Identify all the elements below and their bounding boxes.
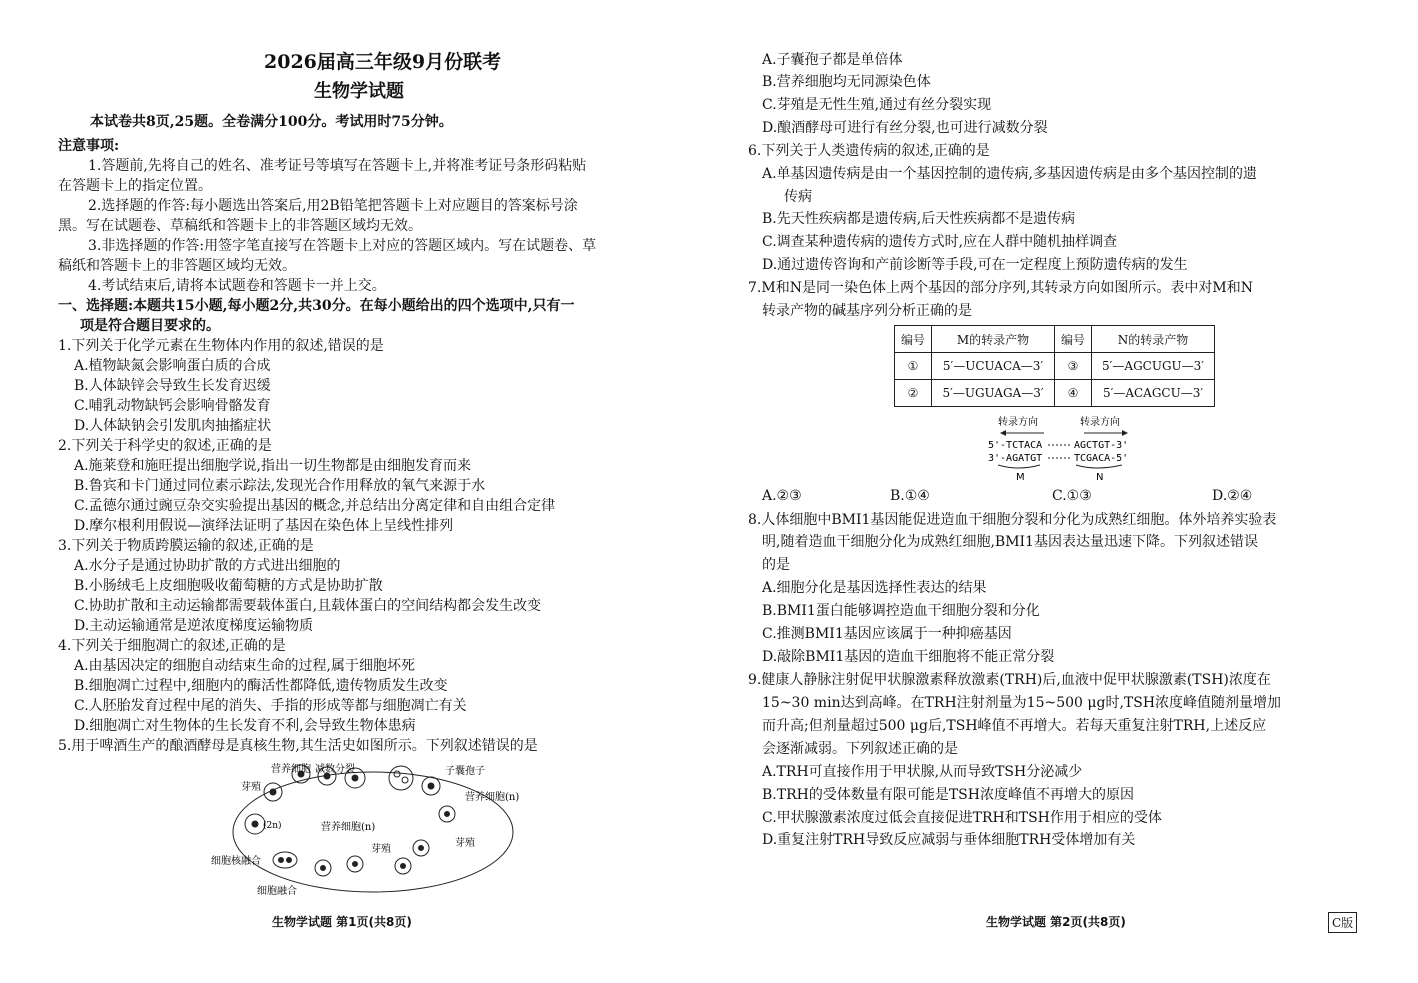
question-option: D.通过遗传咨询和产前诊断等手段,可在一定程度上预防遗传病的发生 (762, 257, 1188, 273)
question-stem-cont: 明,随着造血干细胞分化为成熟红细胞,BMI1基因表达量迅速下降。下列叙述错误 (762, 534, 1258, 550)
fig-label-vegetative-n: 营养细胞(n) (465, 792, 520, 803)
question-stem-cont: 的是 (762, 557, 790, 573)
table-header-cell: M的转录产物 (932, 326, 1055, 353)
direction-label-left: 转录方向 (998, 417, 1038, 428)
question-option: A.细胞分化是基因选择性表达的结果 (762, 580, 987, 596)
table-cell: ④ (1055, 380, 1092, 407)
seq-bottom-n: TCGACA-5' (1074, 453, 1129, 464)
table-cell: ② (895, 380, 932, 407)
question-option-cont: 传病 (784, 189, 812, 205)
table-header-row (895, 326, 1215, 353)
table-header-cell: 编号 (895, 326, 932, 353)
question-option: B.先天性疾病都是遗传病,后天性疾病都不是遗传病 (762, 211, 1076, 227)
transcript-table (894, 325, 1215, 407)
question-stem: 6.下列关于人类遗传病的叙述,正确的是 (748, 143, 990, 159)
question-stem-cont: 转录产物的碱基序列分析正确的是 (762, 303, 972, 319)
seq-top-m: 5'-TCTACA (988, 440, 1043, 451)
note-line: 4.考试结束后,请将本试题卷和答题卡一并上交。 (88, 278, 386, 294)
question-option: B.小肠绒毛上皮细胞吸收葡萄糖的方式是协助扩散 (74, 578, 383, 594)
question-option: C.芽殖是无性生殖,通过有丝分裂实现 (762, 97, 992, 113)
question-option: B.人体缺锌会导致生长发育迟缓 (74, 378, 271, 394)
section-heading: 一、选择题:本题共15小题,每小题2分,共30分。在每小题给出的四个选项中,只有一 (58, 298, 575, 314)
question-option: C.协助扩散和主动运输都需要载体蛋白,且载体蛋白的空间结构都会发生改变 (74, 598, 542, 614)
table-row (895, 380, 1215, 407)
question-option: A.②③ (762, 488, 802, 504)
question-option: A.单基因遗传病是由一个基因控制的遗传病,多基因遗传病是由多个基因控制的遗 (762, 166, 1258, 182)
table-header-cell: N的转录产物 (1092, 326, 1215, 353)
page-footer-left: 生物学试题 第1页(共8页) (272, 915, 412, 929)
question-option: C.哺乳动物缺钙会影响骨骼发育 (74, 398, 271, 414)
question-stem-cont: 而升高;但剂量超过500 μg后,TSH峰值不再增大。若每天重复注射TRH,上述反应 (762, 718, 1267, 734)
table-header-cell: 编号 (1055, 326, 1092, 353)
question-stem: 1.下列关于化学元素在生物体内作用的叙述,错误的是 (58, 338, 384, 354)
fig-label-vegetative-n-center: 营养细胞(n) (321, 822, 376, 833)
question-stem: 7.M和N是同一染色体上两个基因的部分序列,其转录方向如图所示。表中对M和N (748, 280, 1253, 296)
question-option: C.甲状腺激素浓度过低会直接促进TRH和TSH作用于相应的受体 (762, 810, 1162, 826)
question-option: D.摩尔根利用假说—演绎法证明了基因在染色体上呈线性排列 (74, 518, 454, 534)
question-stem: 9.健康人静脉注射促甲状腺激素释放激素(TRH)后,血液中促甲状腺激素(TSH)浓度在 (748, 672, 1271, 688)
seq-top-n: AGCTGT-3' (1074, 440, 1129, 451)
fig-label-vegetative: 营养细胞 (271, 764, 311, 775)
question-option: B.①④ (890, 488, 930, 504)
subject-title: 生物学试题 (314, 81, 404, 102)
fig-label-2n: (2n) (263, 821, 282, 831)
yeast-life-cycle-figure (205, 756, 535, 904)
fig-label-budding: 芽殖 (455, 838, 475, 849)
question-stem: 5.用于啤酒生产的酿酒酵母是真核生物,其生活史如图所示。下列叙述错误的是 (58, 738, 538, 754)
question-option: D.敲除BMI1基因的造血干细胞将不能正常分裂 (762, 649, 1055, 665)
label-m: M (1016, 472, 1025, 483)
question-option: C.①③ (1052, 488, 1092, 504)
table-cell: 5′—ACAGCU—3′ (1092, 380, 1215, 407)
question-stem: 3.下列关于物质跨膜运输的叙述,正确的是 (58, 538, 314, 554)
question-option: B.鲁宾和卡门通过同位素示踪法,发现光合作用释放的氧气来源于水 (74, 478, 486, 494)
transcription-direction-diagram (984, 413, 1154, 483)
question-option: D.主动运输通常是逆浓度梯度运输物质 (74, 618, 314, 634)
question-option: C.人胚胎发育过程中尾的消失、手指的形成等都与细胞凋亡有关 (74, 698, 467, 714)
fig-label-karyogamy: 细胞核融合 (211, 856, 261, 867)
note-line: 黑。写在试题卷、草稿纸和答题卡上的非答题区域均无效。 (58, 218, 422, 234)
question-option: A.水分子是通过协助扩散的方式进出细胞的 (74, 558, 341, 574)
page-footer-right: 生物学试题 第2页(共8页) (986, 915, 1126, 929)
question-stem: 8.人体细胞中BMI1基因能促进造血干细胞分裂和分化为成熟红细胞。体外培养实验表 (748, 512, 1277, 528)
note-line: 在答题卡上的指定位置。 (58, 178, 212, 194)
note-line: 1.答题前,先将自己的姓名、准考证号等填写在答题卡上,并将准考证号条形码粘贴 (88, 158, 587, 174)
note-line: 稿纸和答题卡上的非答题区域均无效。 (58, 258, 296, 274)
version-badge: C版 (1328, 912, 1357, 933)
question-option: A.TRH可直接作用于甲状腺,从而导致TSH分泌减少 (762, 764, 1083, 780)
fig-label-meiosis: 减数分裂 (315, 764, 355, 775)
question-option: C.调查某种遗传病的遗传方式时,应在人群中随机抽样调查 (762, 234, 1118, 250)
seq-bottom-m: 3'-AGATGT (988, 453, 1043, 464)
question-option: B.TRH的受体数量有限可能是TSH浓度峰值不再增大的原因 (762, 787, 1134, 803)
question-option: C.推测BMI1基因应该属于一种抑癌基因 (762, 626, 1012, 642)
question-stem: 2.下列关于科学史的叙述,正确的是 (58, 438, 272, 454)
table-row (895, 353, 1215, 380)
question-option: A.由基因决定的细胞自动结束生命的过程,属于细胞坏死 (74, 658, 416, 674)
question-option: A.植物缺氮会影响蛋白质的合成 (74, 358, 271, 374)
question-stem-cont: 会逐渐减弱。下列叙述正确的是 (762, 741, 958, 757)
table-cell: ③ (1055, 353, 1092, 380)
table-cell: 5′—AGCUGU—3′ (1092, 353, 1215, 380)
question-option: A.施莱登和施旺提出细胞学说,指出一切生物都是由细胞发育而来 (74, 458, 472, 474)
notes-heading: 注意事项: (58, 138, 120, 154)
note-line: 2.选择题的作答:每小题选出答案后,用2B铅笔把答题卡上对应题目的答案标号涂 (88, 198, 578, 214)
question-option: C.孟德尔通过豌豆杂交实验提出基因的概念,并总结出分离定律和自由组合定律 (74, 498, 556, 514)
fig-label-budding: 芽殖 (371, 844, 391, 855)
section-heading-cont: 项是符合题目要求的。 (80, 318, 220, 334)
fig-label-cell-fusion: 细胞融合 (257, 886, 297, 897)
question-option: A.子囊孢子都是单倍体 (762, 52, 903, 68)
note-line: 3.非选择题的作答:用签字笔直接写在答题卡上对应的答题区域内。写在试题卷、草 (88, 238, 597, 254)
fig-label-ascospore: 子囊孢子 (445, 766, 485, 777)
table-cell: ① (895, 353, 932, 380)
question-option: D.人体缺钠会引发肌肉抽搐症状 (74, 418, 272, 434)
question-option: D.酿酒酵母可进行有丝分裂,也可进行减数分裂 (762, 120, 1048, 136)
fig-label-budding: 芽殖 (241, 782, 261, 793)
question-stem-cont: 15~30 min达到高峰。在TRH注射剂量为15~500 μg时,TSH浓度峰值随剂量增加 (762, 695, 1282, 711)
question-option: B.BMI1蛋白能够调控造血干细胞分裂和分化 (762, 603, 1040, 619)
question-option: D.②④ (1212, 488, 1253, 504)
label-n: N (1096, 472, 1104, 483)
question-option: B.营养细胞均无同源染色体 (762, 74, 931, 90)
exam-info: 本试卷共8页,25题。全卷满分100分。考试用时75分钟。 (90, 114, 453, 130)
question-option: D.重复注射TRH导致反应减弱与垂体细胞TRH受体增加有关 (762, 832, 1136, 848)
table-cell: 5′—UGUAGA—3′ (932, 380, 1055, 407)
question-option: D.细胞凋亡对生物体的生长发育不利,会导致生物体患病 (74, 718, 416, 734)
exam-title: 2026届高三年级9月份联考 (264, 51, 502, 73)
table-cell: 5′—UCUACA—3′ (932, 353, 1055, 380)
direction-label-right: 转录方向 (1080, 417, 1120, 428)
question-option: B.细胞凋亡过程中,细胞内的酶活性都降低,遗传物质发生改变 (74, 678, 448, 694)
question-stem: 4.下列关于细胞凋亡的叙述,正确的是 (58, 638, 286, 654)
